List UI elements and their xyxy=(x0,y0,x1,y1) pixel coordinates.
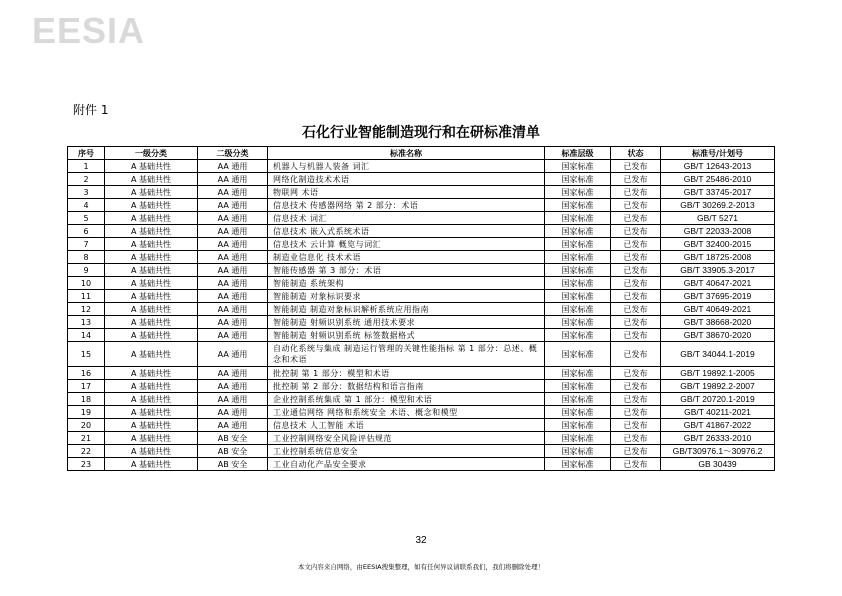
standard-level-cell: 国家标准 xyxy=(545,393,611,406)
serial-cell: 22 xyxy=(68,445,105,458)
primary-category-cell: A 基础共性 xyxy=(105,458,198,471)
primary-category-cell: A 基础共性 xyxy=(105,277,198,290)
standard-name-cell: 信息技术 人工智能 术语 xyxy=(268,419,545,432)
table-row xyxy=(68,225,775,238)
standard-number-cell: GB/T30976.1～30976.2 xyxy=(661,445,775,458)
serial-cell: 8 xyxy=(68,251,105,264)
secondary-category-cell: AA 通用 xyxy=(198,173,268,186)
secondary-category-cell: AB 安全 xyxy=(198,445,268,458)
status-cell: 已发布 xyxy=(611,432,661,445)
status-cell: 已发布 xyxy=(611,406,661,419)
table-row xyxy=(68,419,775,432)
standard-name-cell: 智能传感器 第 3 部分：术语 xyxy=(268,264,545,277)
status-cell: 已发布 xyxy=(611,290,661,303)
standard-number-cell: GB/T 19892.2-2007 xyxy=(661,380,775,393)
primary-category-cell: A 基础共性 xyxy=(105,251,198,264)
standard-number-cell: GB/T 5271 xyxy=(661,212,775,225)
serial-cell: 18 xyxy=(68,393,105,406)
standard-number-cell: GB/T 34044.1-2019 xyxy=(661,342,775,367)
standard-name-cell: 信息技术 嵌入式系统术语 xyxy=(268,225,545,238)
standard-number-cell: GB/T 18725-2008 xyxy=(661,251,775,264)
table-row xyxy=(68,238,775,251)
primary-category-cell: A 基础共性 xyxy=(105,406,198,419)
standard-level-cell: 国家标准 xyxy=(545,316,611,329)
serial-cell: 3 xyxy=(68,186,105,199)
standard-number-cell: GB/T 32400-2015 xyxy=(661,238,775,251)
table-row xyxy=(68,393,775,406)
standard-number-cell: GB/T 40649-2021 xyxy=(661,303,775,316)
status-cell: 已发布 xyxy=(611,316,661,329)
primary-category-cell: A 基础共性 xyxy=(105,393,198,406)
serial-cell: 17 xyxy=(68,380,105,393)
standard-name-cell: 工业通信网络 网络和系统安全 术语、概念和模型 xyxy=(268,406,545,419)
serial-cell: 11 xyxy=(68,290,105,303)
serial-cell: 2 xyxy=(68,173,105,186)
table-row xyxy=(68,406,775,419)
table-row xyxy=(68,173,775,186)
annex-label: 附件 1 xyxy=(73,103,109,117)
status-cell: 已发布 xyxy=(611,212,661,225)
secondary-category-cell: AA 通用 xyxy=(198,277,268,290)
table-row xyxy=(68,251,775,264)
column-header: 标准号/计划号 xyxy=(661,147,775,160)
standard-level-cell: 国家标准 xyxy=(545,432,611,445)
status-cell: 已发布 xyxy=(611,238,661,251)
primary-category-cell: A 基础共性 xyxy=(105,380,198,393)
table-row xyxy=(68,160,775,173)
standard-number-cell: GB/T 33905.3-2017 xyxy=(661,264,775,277)
eesia-logo: EESIA xyxy=(32,10,146,51)
standard-level-cell: 国家标准 xyxy=(545,225,611,238)
standard-name-cell: 智能制造 对象标识要求 xyxy=(268,290,545,303)
standard-name-cell: 信息技术 词汇 xyxy=(268,212,545,225)
standard-name-cell: 智能制造 射频识别系统 标签数据格式 xyxy=(268,329,545,342)
standard-level-cell: 国家标准 xyxy=(545,277,611,290)
serial-cell: 19 xyxy=(68,406,105,419)
standard-level-cell: 国家标准 xyxy=(545,342,611,367)
column-header: 二级分类 xyxy=(198,147,268,160)
status-cell: 已发布 xyxy=(611,160,661,173)
secondary-category-cell: AA 通用 xyxy=(198,316,268,329)
status-cell: 已发布 xyxy=(611,445,661,458)
standard-name-cell: 工业自动化产品安全要求 xyxy=(268,458,545,471)
primary-category-cell: A 基础共性 xyxy=(105,264,198,277)
primary-category-cell: A 基础共性 xyxy=(105,290,198,303)
table-row xyxy=(68,458,775,471)
primary-category-cell: A 基础共性 xyxy=(105,303,198,316)
standard-level-cell: 国家标准 xyxy=(545,419,611,432)
secondary-category-cell: AA 通用 xyxy=(198,367,268,380)
standard-number-cell: GB/T 22033-2008 xyxy=(661,225,775,238)
serial-cell: 14 xyxy=(68,329,105,342)
primary-category-cell: A 基础共性 xyxy=(105,367,198,380)
standard-name-cell: 批控制 第 2 部分：数据结构和语言指南 xyxy=(268,380,545,393)
standard-level-cell: 国家标准 xyxy=(545,212,611,225)
standard-level-cell: 国家标准 xyxy=(545,290,611,303)
secondary-category-cell: AA 通用 xyxy=(198,225,268,238)
document-title: 石化行业智能制造现行和在研标准清单 xyxy=(302,125,540,141)
status-cell: 已发布 xyxy=(611,342,661,367)
secondary-category-cell: AA 通用 xyxy=(198,251,268,264)
status-cell: 已发布 xyxy=(611,186,661,199)
table-row xyxy=(68,367,775,380)
table-row xyxy=(68,380,775,393)
primary-category-cell: A 基础共性 xyxy=(105,199,198,212)
serial-cell: 9 xyxy=(68,264,105,277)
serial-cell: 13 xyxy=(68,316,105,329)
secondary-category-cell: AA 通用 xyxy=(198,329,268,342)
standard-number-cell: GB/T 12643-2013 xyxy=(661,160,775,173)
secondary-category-cell: AA 通用 xyxy=(198,199,268,212)
serial-cell: 10 xyxy=(68,277,105,290)
table-row xyxy=(68,277,775,290)
standard-level-cell: 国家标准 xyxy=(545,199,611,212)
secondary-category-cell: AB 安全 xyxy=(198,432,268,445)
table-row xyxy=(68,199,775,212)
status-cell: 已发布 xyxy=(611,277,661,290)
standard-level-cell: 国家标准 xyxy=(545,329,611,342)
column-header: 状态 xyxy=(611,147,661,160)
standard-number-cell: GB 30439 xyxy=(661,458,775,471)
standard-level-cell: 国家标准 xyxy=(545,251,611,264)
standard-number-cell: GB/T 41867-2022 xyxy=(661,419,775,432)
status-cell: 已发布 xyxy=(611,303,661,316)
secondary-category-cell: AA 通用 xyxy=(198,290,268,303)
standard-level-cell: 国家标准 xyxy=(545,367,611,380)
column-header: 标准名称 xyxy=(268,147,545,160)
primary-category-cell: A 基础共性 xyxy=(105,329,198,342)
secondary-category-cell: AA 通用 xyxy=(198,380,268,393)
status-cell: 已发布 xyxy=(611,251,661,264)
primary-category-cell: A 基础共性 xyxy=(105,432,198,445)
secondary-category-cell: AA 通用 xyxy=(198,212,268,225)
status-cell: 已发布 xyxy=(611,393,661,406)
status-cell: 已发布 xyxy=(611,419,661,432)
serial-cell: 15 xyxy=(68,342,105,367)
standard-number-cell: GB/T 20720.1-2019 xyxy=(661,393,775,406)
secondary-category-cell: AB 安全 xyxy=(198,458,268,471)
secondary-category-cell: AA 通用 xyxy=(198,160,268,173)
table-row xyxy=(68,329,775,342)
table-row xyxy=(68,186,775,199)
secondary-category-cell: AA 通用 xyxy=(198,406,268,419)
secondary-category-cell: AA 通用 xyxy=(198,186,268,199)
table-header-row xyxy=(68,147,775,160)
standard-number-cell: GB/T 38668-2020 xyxy=(661,316,775,329)
standard-name-cell: 制造业信息化 技术术语 xyxy=(268,251,545,264)
standard-number-cell: GB/T 38670-2020 xyxy=(661,329,775,342)
primary-category-cell: A 基础共性 xyxy=(105,160,198,173)
secondary-category-cell: AA 通用 xyxy=(198,264,268,277)
standard-number-cell: GB/T 30269.2-2013 xyxy=(661,199,775,212)
standard-name-cell: 自动化系统与集成 制造运行管理的关键性能指标 第 1 部分：总述、概念和术语 xyxy=(268,342,545,367)
serial-cell: 4 xyxy=(68,199,105,212)
status-cell: 已发布 xyxy=(611,173,661,186)
table-row xyxy=(68,303,775,316)
status-cell: 已发布 xyxy=(611,458,661,471)
standard-level-cell: 国家标准 xyxy=(545,173,611,186)
table-row xyxy=(68,316,775,329)
table-row xyxy=(68,290,775,303)
page-number: 32 xyxy=(415,535,427,546)
standard-name-cell: 机器人与机器人装备 词汇 xyxy=(268,160,545,173)
serial-cell: 16 xyxy=(68,367,105,380)
standard-number-cell: GB/T 26333-2010 xyxy=(661,432,775,445)
serial-cell: 20 xyxy=(68,419,105,432)
standard-number-cell: GB/T 40647-2021 xyxy=(661,277,775,290)
standards-table xyxy=(67,146,775,471)
primary-category-cell: A 基础共性 xyxy=(105,173,198,186)
standard-number-cell: GB/T 19892.1-2005 xyxy=(661,367,775,380)
standard-name-cell: 信息技术 传感器网络 第 2 部分：术语 xyxy=(268,199,545,212)
primary-category-cell: A 基础共性 xyxy=(105,342,198,367)
column-header: 标准层级 xyxy=(545,147,611,160)
standard-name-cell: 企业控制系统集成 第 1 部分：模型和术语 xyxy=(268,393,545,406)
table-row xyxy=(68,432,775,445)
secondary-category-cell: AA 通用 xyxy=(198,238,268,251)
column-header: 一级分类 xyxy=(105,147,198,160)
secondary-category-cell: AA 通用 xyxy=(198,419,268,432)
primary-category-cell: A 基础共性 xyxy=(105,186,198,199)
standard-level-cell: 国家标准 xyxy=(545,445,611,458)
status-cell: 已发布 xyxy=(611,380,661,393)
table-row xyxy=(68,212,775,225)
serial-cell: 5 xyxy=(68,212,105,225)
standard-name-cell: 网络化制造技术术语 xyxy=(268,173,545,186)
serial-cell: 7 xyxy=(68,238,105,251)
standard-level-cell: 国家标准 xyxy=(545,406,611,419)
status-cell: 已发布 xyxy=(611,264,661,277)
footer-note: 本文内容来自网络，由EESIA搜集整理，如有任何异议请联系我们，我们将删除处理！ xyxy=(297,563,545,571)
standard-level-cell: 国家标准 xyxy=(545,238,611,251)
secondary-category-cell: AA 通用 xyxy=(198,393,268,406)
serial-cell: 1 xyxy=(68,160,105,173)
standard-name-cell: 智能制造 制造对象标识解析系统应用指南 xyxy=(268,303,545,316)
standard-number-cell: GB/T 25486-2010 xyxy=(661,173,775,186)
standard-name-cell: 工业控制网络安全风险评估规范 xyxy=(268,432,545,445)
standard-number-cell: GB/T 40211-2021 xyxy=(661,406,775,419)
standard-name-cell: 智能制造 系统架构 xyxy=(268,277,545,290)
primary-category-cell: A 基础共性 xyxy=(105,445,198,458)
column-header: 序号 xyxy=(68,147,105,160)
primary-category-cell: A 基础共性 xyxy=(105,225,198,238)
table-row xyxy=(68,445,775,458)
status-cell: 已发布 xyxy=(611,199,661,212)
table-row xyxy=(68,342,775,367)
table-body xyxy=(68,160,775,471)
primary-category-cell: A 基础共性 xyxy=(105,419,198,432)
serial-cell: 21 xyxy=(68,432,105,445)
table-row xyxy=(68,264,775,277)
standard-level-cell: 国家标准 xyxy=(545,264,611,277)
standard-number-cell: GB/T 33745-2017 xyxy=(661,186,775,199)
standard-name-cell: 批控制 第 1 部分：模型和术语 xyxy=(268,367,545,380)
standard-level-cell: 国家标准 xyxy=(545,458,611,471)
primary-category-cell: A 基础共性 xyxy=(105,238,198,251)
secondary-category-cell: AA 通用 xyxy=(198,342,268,367)
status-cell: 已发布 xyxy=(611,367,661,380)
standard-level-cell: 国家标准 xyxy=(545,186,611,199)
secondary-category-cell: AA 通用 xyxy=(198,303,268,316)
standard-name-cell: 智能制造 射频识别系统 通用技术要求 xyxy=(268,316,545,329)
status-cell: 已发布 xyxy=(611,329,661,342)
standard-name-cell: 工业控制系统信息安全 xyxy=(268,445,545,458)
standard-name-cell: 物联网 术语 xyxy=(268,186,545,199)
standard-name-cell: 信息技术 云计算 概览与词汇 xyxy=(268,238,545,251)
standard-number-cell: GB/T 37695-2019 xyxy=(661,290,775,303)
serial-cell: 12 xyxy=(68,303,105,316)
status-cell: 已发布 xyxy=(611,225,661,238)
standard-level-cell: 国家标准 xyxy=(545,160,611,173)
standard-level-cell: 国家标准 xyxy=(545,380,611,393)
primary-category-cell: A 基础共性 xyxy=(105,212,198,225)
serial-cell: 23 xyxy=(68,458,105,471)
primary-category-cell: A 基础共性 xyxy=(105,316,198,329)
serial-cell: 6 xyxy=(68,225,105,238)
standard-level-cell: 国家标准 xyxy=(545,303,611,316)
